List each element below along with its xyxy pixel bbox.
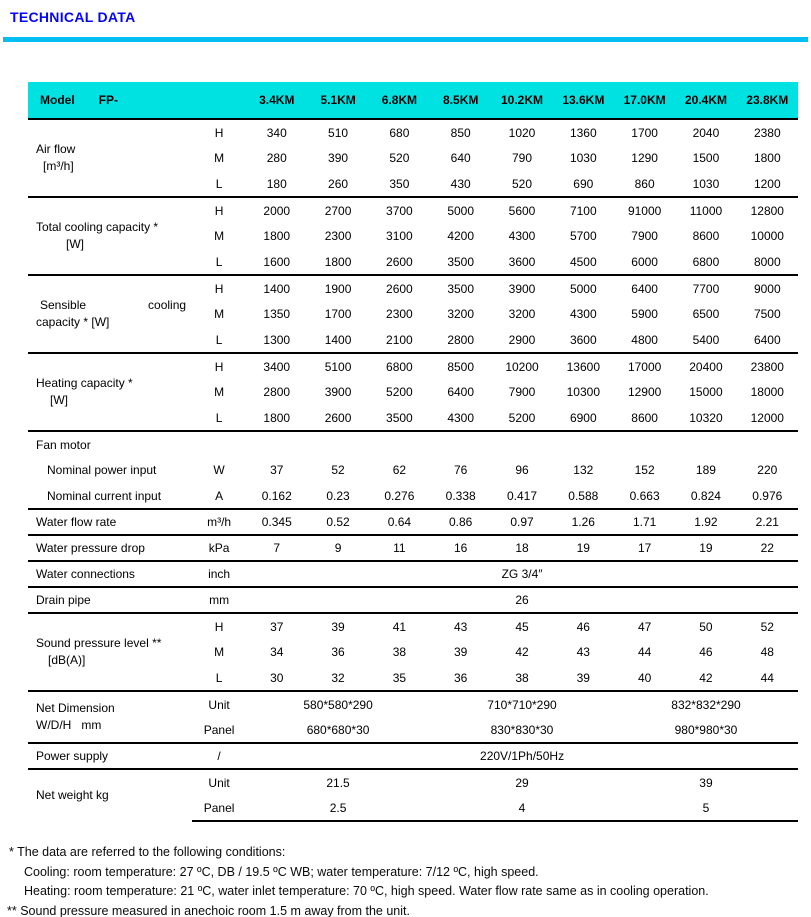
cell-value: 5200 bbox=[386, 385, 413, 399]
cell-value: 16 bbox=[430, 535, 491, 561]
cell-value: 1800 bbox=[753, 151, 781, 165]
cell-value: 6800 bbox=[692, 254, 720, 269]
cell-value: 26 bbox=[246, 587, 798, 613]
column-header: 10.2KM bbox=[491, 82, 552, 119]
row-label bbox=[28, 275, 192, 353]
cell-value: 3900 bbox=[491, 275, 552, 301]
column-header: 3.4KM bbox=[246, 82, 307, 119]
cell-value: 4800 bbox=[631, 332, 658, 347]
cell-value: 2800 bbox=[447, 332, 475, 347]
cell-value: 1400 bbox=[324, 332, 352, 347]
cell-value: 1600 bbox=[263, 254, 291, 269]
row-label: Water connections bbox=[28, 561, 192, 587]
row-label-line: capacity * [W] bbox=[36, 315, 110, 329]
cell-value: 1.71 bbox=[614, 509, 675, 535]
technical-data-page bbox=[0, 9, 811, 917]
row-sub-label: M bbox=[214, 151, 225, 165]
cell-value: 5100 bbox=[307, 353, 368, 379]
cell-value: 0.97 bbox=[491, 509, 552, 535]
cell-value: 5200 bbox=[508, 410, 536, 425]
cell-value: 2900 bbox=[508, 332, 536, 347]
row-sub-label: Unit bbox=[192, 769, 246, 795]
cell-value: 35 bbox=[392, 670, 407, 685]
cell-value: 42 bbox=[699, 670, 713, 685]
column-header: 6.8KM bbox=[369, 82, 430, 119]
table-body bbox=[28, 119, 798, 821]
model-label: Model bbox=[40, 93, 75, 107]
cell-value: 17 bbox=[614, 535, 675, 561]
column-header: 13.6KM bbox=[553, 82, 614, 119]
table-row bbox=[28, 431, 798, 457]
cell-value: 7900 bbox=[508, 385, 536, 399]
row-unit: W bbox=[213, 463, 225, 477]
cell-value: 50 bbox=[675, 613, 736, 639]
row-label-line: [W] bbox=[50, 393, 68, 407]
cell-value: 18000 bbox=[750, 385, 784, 399]
row-sub-label: Panel bbox=[192, 795, 246, 821]
cell-value: 7700 bbox=[675, 275, 736, 301]
cell-value: 152 bbox=[634, 463, 655, 477]
cell-value: 1200 bbox=[753, 176, 781, 191]
row-label-line: [m³/h] bbox=[43, 159, 74, 173]
footnote-heating: Heating: room temperature: 21 ºC, water inlet temperature: 70 ºC, high speed. Water flow rate same as in cooling operation. bbox=[24, 884, 709, 898]
row-label-line: Net weight kg bbox=[36, 788, 109, 802]
cell-value: 830*830*30 bbox=[490, 722, 554, 737]
cell-value: 6400 bbox=[447, 385, 475, 399]
cell-value: 2000 bbox=[246, 197, 307, 223]
page-title: TECHNICAL DATA bbox=[10, 9, 136, 25]
cell-value: 2.21 bbox=[737, 509, 798, 535]
cell-value: 1020 bbox=[491, 119, 552, 145]
footnote-sound: ** Sound pressure measured in anechoic room 1.5 m away from the unit. bbox=[7, 903, 410, 917]
cell-value: 2800 bbox=[263, 385, 291, 399]
row-label bbox=[28, 691, 192, 743]
cell-value: 1700 bbox=[614, 119, 675, 145]
cell-value: 430 bbox=[450, 176, 471, 191]
cell-value: 8500 bbox=[430, 353, 491, 379]
cell-value: 3900 bbox=[324, 385, 352, 399]
cell-value: 2300 bbox=[386, 307, 413, 321]
row-unit: inch bbox=[192, 561, 246, 587]
cell-value: ZG 3/4″ bbox=[246, 561, 798, 587]
cell-value: 640 bbox=[450, 151, 471, 165]
row-unit: kPa bbox=[192, 535, 246, 561]
row-label-line: Total cooling capacity * bbox=[36, 220, 159, 234]
cell-value: 580*580*290 bbox=[246, 691, 430, 717]
row-label-line: Heating capacity * bbox=[36, 376, 133, 390]
row-label bbox=[28, 119, 192, 197]
cell-value: 3500 bbox=[430, 275, 491, 301]
cell-value: 1360 bbox=[553, 119, 614, 145]
cell-value: 8600 bbox=[692, 229, 720, 243]
cell-value: 280 bbox=[266, 151, 287, 165]
cell-value: 2600 bbox=[324, 410, 352, 425]
table-row bbox=[28, 119, 798, 145]
cell-value: 4500 bbox=[569, 254, 597, 269]
table-row bbox=[28, 561, 798, 587]
row-unit: / bbox=[192, 743, 246, 769]
cell-value: 47 bbox=[614, 613, 675, 639]
cell-value: 1300 bbox=[263, 332, 291, 347]
technical-data-table bbox=[28, 82, 798, 822]
cell-value: 690 bbox=[573, 176, 594, 191]
cell-value: 36 bbox=[454, 670, 468, 685]
cell-value: 2600 bbox=[386, 254, 413, 269]
row-label-line: [W] bbox=[66, 237, 84, 251]
row-sub-label: M bbox=[214, 645, 225, 659]
cell-value: 1500 bbox=[692, 151, 720, 165]
column-header: 8.5KM bbox=[430, 82, 491, 119]
cell-value: 5 bbox=[614, 795, 798, 821]
cell-value: 3600 bbox=[508, 254, 536, 269]
table-row bbox=[28, 769, 798, 795]
cell-value: 32 bbox=[331, 670, 345, 685]
cell-value: 34 bbox=[270, 645, 284, 659]
cell-value: 11 bbox=[369, 535, 430, 561]
model-header-row bbox=[28, 82, 798, 119]
cell-value: 5700 bbox=[569, 229, 597, 243]
cell-value: 12800 bbox=[737, 197, 798, 223]
cell-value: 3100 bbox=[386, 229, 413, 243]
cell-value: 1700 bbox=[324, 307, 352, 321]
cell-value: 17000 bbox=[614, 353, 675, 379]
row-sub-label: Unit bbox=[192, 691, 246, 717]
cell-value: 180 bbox=[266, 176, 287, 191]
cell-value: 37 bbox=[270, 463, 284, 477]
cell-value: 1800 bbox=[324, 254, 352, 269]
footnotes bbox=[0, 843, 811, 917]
table-row bbox=[28, 587, 798, 613]
cell-value: 680 bbox=[369, 119, 430, 145]
cell-value: 860 bbox=[634, 176, 655, 191]
cell-value: 4300 bbox=[508, 229, 536, 243]
row-label: Water pressure drop bbox=[28, 535, 192, 561]
cell-value: 3600 bbox=[569, 332, 597, 347]
cell-value: 5400 bbox=[692, 332, 720, 347]
cell-value: 44 bbox=[760, 670, 774, 685]
cell-value: 10200 bbox=[491, 353, 552, 379]
cell-value: 6500 bbox=[692, 307, 720, 321]
cell-value: 12900 bbox=[627, 385, 662, 399]
cell-value: 7900 bbox=[631, 229, 658, 243]
cell-value: 12000 bbox=[750, 410, 784, 425]
cell-value: 22 bbox=[737, 535, 798, 561]
table-row bbox=[28, 275, 798, 301]
cell-value: 832*832*290 bbox=[614, 691, 798, 717]
group-label: Fan motor bbox=[28, 431, 798, 457]
table-row bbox=[28, 353, 798, 379]
row-label bbox=[28, 769, 192, 821]
cell-value: 510 bbox=[307, 119, 368, 145]
cell-value: 4 bbox=[430, 795, 614, 821]
cell-value: 0.824 bbox=[690, 488, 721, 503]
row-sub-label: H bbox=[192, 197, 246, 223]
table-row bbox=[28, 535, 798, 561]
cell-value: 980*980*30 bbox=[674, 722, 738, 737]
cell-value: 4300 bbox=[447, 410, 475, 425]
cell-value: 19 bbox=[553, 535, 614, 561]
row-label: Power supply bbox=[28, 743, 192, 769]
table-row bbox=[28, 197, 798, 223]
cell-value: 29 bbox=[430, 769, 614, 795]
cell-value: 3500 bbox=[447, 254, 475, 269]
table-header bbox=[28, 82, 798, 119]
cell-value: 1800 bbox=[263, 410, 291, 425]
cell-value: 7100 bbox=[553, 197, 614, 223]
cell-value: 0.86 bbox=[430, 509, 491, 535]
cell-value: 39 bbox=[307, 613, 368, 639]
cell-value: 19 bbox=[675, 535, 736, 561]
row-sub-label: H bbox=[192, 353, 246, 379]
table-row bbox=[28, 457, 798, 483]
cell-value: 5000 bbox=[553, 275, 614, 301]
cell-value: 0.23 bbox=[326, 488, 350, 503]
table-row bbox=[28, 743, 798, 769]
model-prefix: FP- bbox=[98, 93, 119, 107]
column-header: 17.0KM bbox=[614, 82, 675, 119]
cell-value: 46 bbox=[553, 613, 614, 639]
row-label-line: Sound pressure level ** bbox=[36, 636, 162, 650]
row-sub-label: L bbox=[215, 332, 223, 347]
row-sub-label: H bbox=[192, 275, 246, 301]
cell-value: 1290 bbox=[631, 151, 658, 165]
cell-value: 3400 bbox=[246, 353, 307, 379]
cell-value: 10320 bbox=[689, 410, 723, 425]
cell-value: 1.26 bbox=[553, 509, 614, 535]
column-header: 23.8KM bbox=[737, 82, 798, 119]
cell-value: 39 bbox=[576, 670, 590, 685]
row-label bbox=[28, 353, 192, 431]
cell-value: 2700 bbox=[307, 197, 368, 223]
cell-value: 30 bbox=[270, 670, 284, 685]
cell-value: 1400 bbox=[246, 275, 307, 301]
cell-value: 13600 bbox=[553, 353, 614, 379]
row-sub-label: M bbox=[214, 385, 225, 399]
cell-value: 0.52 bbox=[307, 509, 368, 535]
row-label-line bbox=[36, 297, 192, 314]
cell-value: 710*710*290 bbox=[430, 691, 614, 717]
cell-value: 6800 bbox=[369, 353, 430, 379]
cell-value: 36 bbox=[331, 645, 345, 659]
row-label: Nominal current input bbox=[47, 488, 162, 503]
cell-value: 680*680*30 bbox=[306, 722, 370, 737]
row-label-line: W/D/H mm bbox=[36, 718, 102, 732]
cell-value: 2100 bbox=[386, 332, 413, 347]
cell-value: 45 bbox=[491, 613, 552, 639]
row-sub-label: H bbox=[192, 119, 246, 145]
cell-value: 520 bbox=[389, 151, 410, 165]
row-sub-label: Panel bbox=[203, 722, 235, 737]
cell-value: 0.417 bbox=[506, 488, 538, 503]
cell-value: 2300 bbox=[324, 229, 352, 243]
cell-value: 96 bbox=[515, 463, 529, 477]
cell-value: 62 bbox=[392, 463, 407, 477]
cell-value: 0.162 bbox=[261, 488, 292, 503]
row-label: Water flow rate bbox=[28, 509, 192, 535]
cell-value: 8000 bbox=[753, 254, 781, 269]
cell-value: 6400 bbox=[614, 275, 675, 301]
cell-value: 8600 bbox=[631, 410, 658, 425]
cell-value: 0.64 bbox=[369, 509, 430, 535]
cell-value: 790 bbox=[511, 151, 533, 165]
row-sub-label: M bbox=[214, 307, 225, 321]
cell-value: 10000 bbox=[750, 229, 784, 243]
footnote-conditions: * The data are referred to the following conditions: bbox=[9, 845, 286, 859]
table-row bbox=[28, 483, 798, 509]
row-label-word: cooling bbox=[148, 298, 187, 312]
row-unit: m³/h bbox=[192, 509, 246, 535]
cell-value: 5900 bbox=[631, 307, 658, 321]
row-label-line: Net Dimension bbox=[36, 701, 115, 715]
row-sub-label: L bbox=[215, 410, 223, 425]
row-label bbox=[28, 613, 192, 691]
row-label-line: Air flow bbox=[36, 142, 76, 156]
cell-value: 6400 bbox=[753, 332, 781, 347]
row-label: Drain pipe bbox=[28, 587, 192, 613]
row-label-line: [dB(A)] bbox=[48, 653, 86, 667]
cell-value: 20400 bbox=[675, 353, 736, 379]
cell-value: 4300 bbox=[569, 307, 597, 321]
cell-value: 42 bbox=[515, 645, 529, 659]
cell-value: 43 bbox=[576, 645, 590, 659]
table-row bbox=[28, 509, 798, 535]
cell-value: 48 bbox=[760, 645, 774, 659]
cell-value: 1350 bbox=[263, 307, 291, 321]
cell-value: 46 bbox=[699, 645, 713, 659]
cell-value: 3500 bbox=[386, 410, 413, 425]
cell-value: 41 bbox=[369, 613, 430, 639]
cell-value: 0.663 bbox=[629, 488, 660, 503]
cell-value: 76 bbox=[454, 463, 468, 477]
cell-value: 4200 bbox=[447, 229, 475, 243]
footnote-cooling: Cooling: room temperature: 27 ºC, DB / 19.5 ºC WB; water temperature: 7/12 ºC, high speed. bbox=[24, 864, 539, 879]
cell-value: 2.5 bbox=[246, 795, 430, 821]
cell-value: 5000 bbox=[430, 197, 491, 223]
cell-value: 350 bbox=[389, 176, 410, 191]
row-sub-label: M bbox=[214, 229, 225, 243]
column-header: 20.4KM bbox=[675, 82, 736, 119]
cell-value: 1800 bbox=[263, 229, 291, 243]
cell-value: 132 bbox=[573, 463, 594, 477]
cell-value: 7500 bbox=[753, 307, 781, 321]
column-header: 5.1KM bbox=[307, 82, 368, 119]
cell-value: 2380 bbox=[737, 119, 798, 145]
cell-value: 6900 bbox=[569, 410, 597, 425]
cell-value: 1.92 bbox=[675, 509, 736, 535]
cell-value: 37 bbox=[246, 613, 307, 639]
row-unit: mm bbox=[192, 587, 246, 613]
cell-value: 850 bbox=[430, 119, 491, 145]
cell-value: 43 bbox=[430, 613, 491, 639]
cell-value: 2600 bbox=[369, 275, 430, 301]
row-unit: A bbox=[215, 488, 224, 503]
cell-value: 9 bbox=[307, 535, 368, 561]
cell-value: 3200 bbox=[508, 307, 536, 321]
cell-value: 91000 bbox=[614, 197, 675, 223]
cell-value: 340 bbox=[246, 119, 307, 145]
row-label bbox=[28, 197, 192, 275]
cell-value: 38 bbox=[392, 645, 407, 659]
row-sub-label: L bbox=[215, 254, 223, 269]
cell-value: 390 bbox=[328, 151, 349, 165]
cell-value: 44 bbox=[637, 645, 652, 659]
cell-value: 189 bbox=[695, 463, 716, 477]
cell-value: 18 bbox=[491, 535, 552, 561]
cell-value: 3200 bbox=[447, 307, 475, 321]
model-header-cell bbox=[28, 82, 246, 119]
cell-value: 23800 bbox=[737, 353, 798, 379]
row-sub-label: L bbox=[215, 670, 223, 685]
cell-value: 6000 bbox=[631, 254, 658, 269]
row-label-word: Sensible bbox=[40, 298, 87, 312]
row-label: Nominal power input bbox=[47, 463, 157, 477]
cell-value: 1900 bbox=[307, 275, 368, 301]
row-sub-label: H bbox=[192, 613, 246, 639]
title-divider bbox=[3, 37, 808, 42]
cell-value: 40 bbox=[637, 670, 652, 685]
cell-value: 39 bbox=[454, 645, 468, 659]
cell-value: 5600 bbox=[491, 197, 552, 223]
cell-value: 0.588 bbox=[568, 488, 599, 503]
cell-value: 11000 bbox=[675, 197, 736, 223]
cell-value: 9000 bbox=[737, 275, 798, 301]
cell-value: 220 bbox=[757, 463, 778, 477]
cell-value: 0.976 bbox=[752, 488, 783, 503]
cell-value: 0.338 bbox=[445, 488, 476, 503]
cell-value: 15000 bbox=[689, 385, 723, 399]
table-row bbox=[28, 613, 798, 639]
cell-value: 39 bbox=[614, 769, 798, 795]
cell-value: 52 bbox=[737, 613, 798, 639]
table-row bbox=[28, 691, 798, 717]
row-sub-label: L bbox=[215, 176, 223, 191]
cell-value: 1030 bbox=[692, 176, 720, 191]
cell-value: 220V/1Ph/50Hz bbox=[246, 743, 798, 769]
cell-value: 0.345 bbox=[246, 509, 307, 535]
cell-value: 10300 bbox=[566, 385, 600, 399]
cell-value: 3700 bbox=[369, 197, 430, 223]
cell-value: 21.5 bbox=[246, 769, 430, 795]
cell-value: 1030 bbox=[569, 151, 597, 165]
cell-value: 2040 bbox=[675, 119, 736, 145]
cell-value: 520 bbox=[511, 176, 533, 191]
cell-value: 52 bbox=[331, 463, 345, 477]
cell-value: 7 bbox=[246, 535, 307, 561]
cell-value: 0.276 bbox=[384, 488, 415, 503]
cell-value: 38 bbox=[515, 670, 529, 685]
cell-value: 260 bbox=[328, 176, 349, 191]
